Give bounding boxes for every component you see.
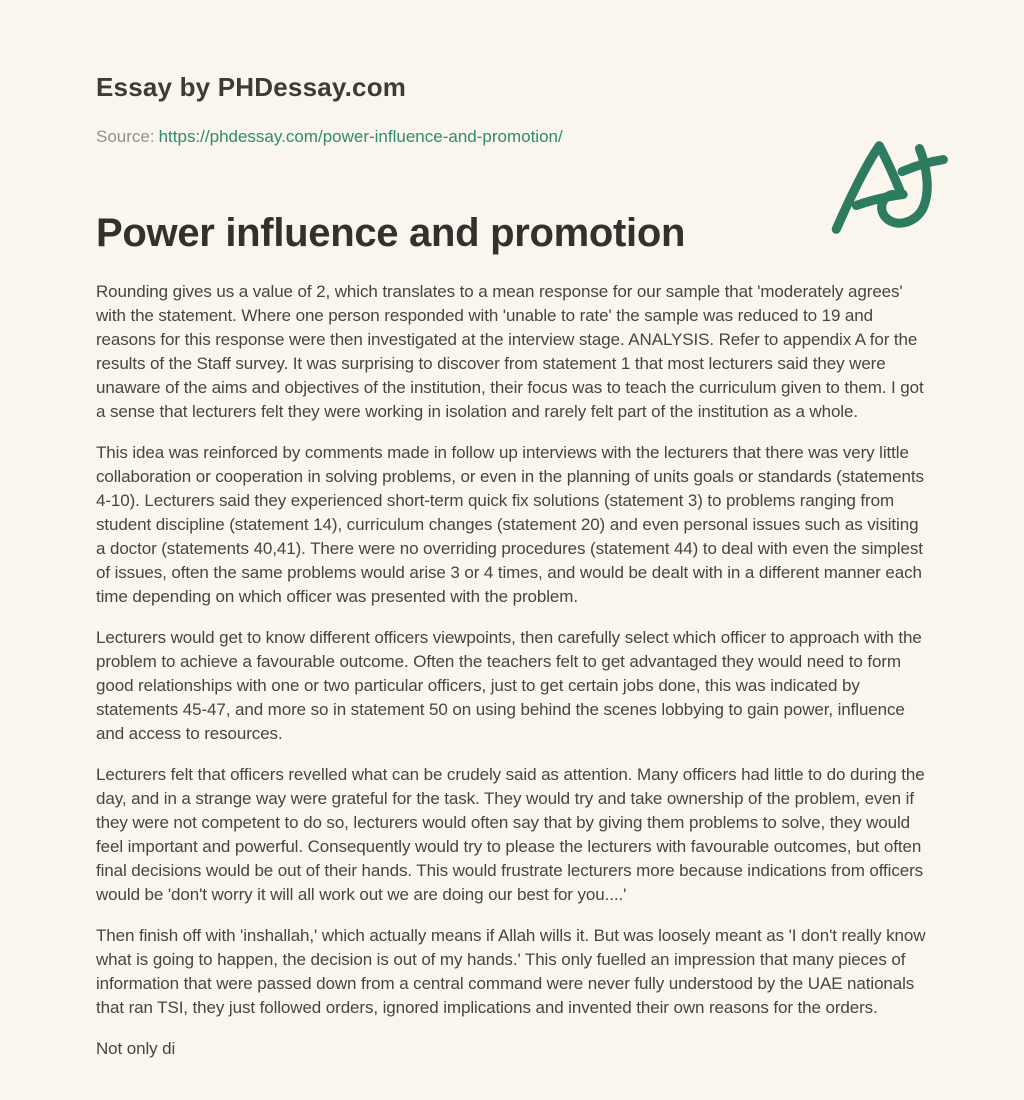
source-link[interactable]: https://phdessay.com/power-influence-and-promotion/ bbox=[158, 127, 563, 146]
source-label: Source: bbox=[96, 127, 155, 146]
essay-paragraph: Rounding gives us a value of 2, which translates to a mean response for our sample that 'moderately agrees' with the statement. Where one person responded with 'unable to rate' the sample was reduced to 19 and reasons for this response were then investigated at the interview stage. ANALYSIS. Refer to appendix A for the results of the Staff survey. It was surprising to discover from statement 1 that most lecturers said they were unaware of the aims and objectives of the institution, their focus was to teach the curriculum given to them. I got a sense that lecturers felt they were working in isolation and rarely felt part of the institution as a whole. bbox=[96, 282, 924, 421]
essay-paragraph: Lecturers would get to know different officers viewpoints, then carefully select which officer to approach with the problem to achieve a favourable outcome. Often the teachers felt to get advantaged they would need to form good relationships with one or two particular officers, just to get certain jobs done, this was indicated by statements 45-47, and more so in statement 50 on using behind the scenes lobbying to gain power, influence and access to resources. bbox=[96, 628, 922, 743]
a-plus-logo-icon bbox=[824, 134, 962, 242]
essay-body bbox=[96, 280, 932, 1061]
site-byline: Essay by PHDessay.com bbox=[96, 72, 407, 102]
essay-paragraph-truncated: Not only di bbox=[96, 1039, 176, 1058]
essay-paragraph: Then finish off with 'inshallah,' which actually means if Allah wills it. But was loosely meant as 'I don't really know what is going to happen, the decision is out of my hands.' This only fuelled an impression that many pieces of information that were passed down from a central command were never fully understood by the UAE nationals that ran TSI, they just followed orders, ignored implications and invented their own reasons for the orders. bbox=[96, 926, 926, 1017]
source-row bbox=[96, 126, 930, 148]
page-title: Power influence and promotion bbox=[96, 211, 686, 255]
essay-paragraph: This idea was reinforced by comments made in follow up interviews with the lecturers that there was very little collaboration or cooperation in solving problems, or even in the planning of units goals or standards (statements 4-10). Lecturers said they experienced short-term quick fix solutions (statement 3) to problems ranging from student discipline (statement 14), curriculum changes (statement 20) and even personal issues such as visiting a doctor (statements 40,41). There were no overriding procedures (statement 44) to deal with even the simplest of issues, often the same problems would arise 3 or 4 times, and would be dealt with in a different manner each time depending on which officer was presented with the problem. bbox=[96, 443, 924, 606]
essay-paragraph: Lecturers felt that officers revelled what can be crudely said as attention. Many officers had little to do during the day, and in a strange way were grateful for the task. They would try and take ownership of the problem, even if they were not competent to do so, lecturers would often say that by giving them problems to solve, they would feel important and powerful. Consequently would try to please the lecturers with favourable outcomes, but often final decisions would be out of their hands. This would frustrate lecturers more because indications from officers would be 'don't worry it will all work out we are doing our best for you....' bbox=[96, 765, 925, 904]
